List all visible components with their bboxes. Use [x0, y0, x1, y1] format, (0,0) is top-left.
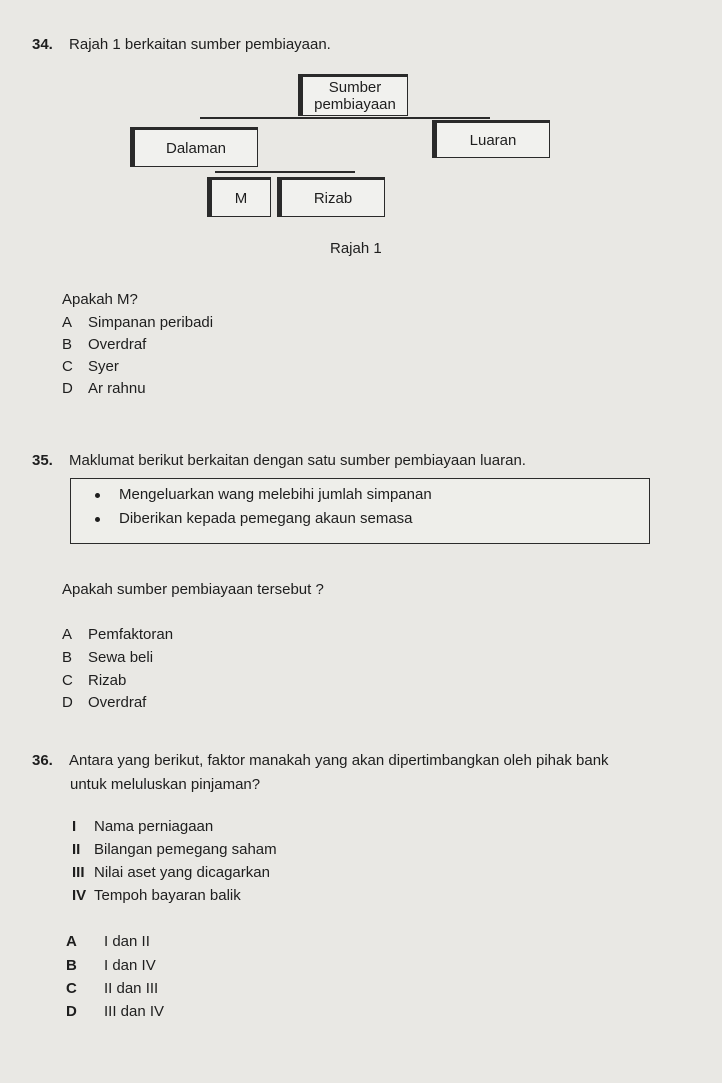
q35-header [32, 452, 526, 469]
statement-roman: II [72, 841, 81, 858]
bullet-icon [95, 517, 100, 522]
diagram-root-box [298, 74, 408, 116]
q35-number: 35. [32, 452, 53, 469]
q35-bullet-1: Mengeluarkan wang melebihi jumlah simpanan [119, 486, 432, 503]
q35-bullet-2: Diberikan kepada pemegang akaun semasa [119, 510, 413, 527]
option-text: III dan IV [104, 1003, 165, 1020]
q36-option-a[interactable] [66, 933, 150, 950]
option-letter: A [62, 626, 73, 643]
option-text: I dan IV [104, 957, 156, 974]
option-letter: D [62, 380, 73, 397]
q36-statement-iii [72, 864, 270, 881]
diagram-right-label: Luaran [469, 131, 517, 149]
option-letter: B [66, 957, 77, 974]
statement-roman: III [72, 864, 85, 881]
statement-text: Nama perniagaan [94, 818, 214, 835]
bullet-icon [95, 493, 100, 498]
q36-statement-ii [72, 841, 277, 858]
option-letter: A [62, 314, 73, 331]
option-letter: C [62, 672, 73, 689]
diagram-left-label: Dalaman [165, 139, 227, 157]
q34-option-d[interactable] [62, 380, 146, 397]
diagram-rizab-label: Rizab [313, 189, 353, 207]
option-text: Syer [88, 358, 119, 375]
diagram-root-line1: Sumber [328, 79, 382, 96]
q36-number: 36. [32, 752, 53, 769]
option-text: Rizab [88, 672, 127, 689]
diagram-left-box [130, 127, 258, 167]
diagram-connector-lower [215, 171, 355, 173]
option-letter: B [62, 649, 73, 666]
option-letter: D [62, 694, 73, 711]
q34-option-b[interactable] [62, 336, 146, 353]
q34-option-c[interactable] [62, 358, 119, 375]
option-text: Ar rahnu [88, 380, 146, 397]
diagram-right-box [432, 120, 550, 158]
option-letter: C [62, 358, 73, 375]
option-text: I dan II [104, 933, 150, 950]
diagram-connector-horizontal [200, 117, 490, 119]
statement-text: Bilangan pemegang saham [94, 841, 277, 858]
diagram-root-line2: pembiayaan [314, 96, 396, 113]
option-text: Sewa beli [88, 649, 154, 666]
q35-option-d[interactable] [62, 694, 146, 711]
q34-stem: Rajah 1 berkaitan sumber pembiayaan. [69, 36, 331, 53]
option-letter: D [66, 1003, 77, 1020]
diagram-rizab-box [277, 177, 385, 217]
q34-header [32, 36, 331, 53]
option-letter: C [66, 980, 77, 997]
q36-option-d[interactable] [66, 1003, 164, 1020]
option-letter: B [62, 336, 73, 353]
q35-option-a[interactable] [62, 626, 173, 643]
q36-stem-line1: Antara yang berikut, faktor manakah yang akan dipertimbangkan oleh pihak bank [69, 752, 609, 769]
q34-question: Apakah M? [62, 291, 138, 308]
diagram-m-label: M [234, 189, 248, 207]
q36-header [32, 749, 702, 773]
option-letter: A [66, 933, 77, 950]
q36-option-c[interactable] [66, 980, 158, 997]
diagram-m-box [207, 177, 271, 217]
q34-number: 34. [32, 36, 53, 53]
q36-option-b[interactable] [66, 957, 156, 974]
statement-roman: IV [72, 887, 87, 904]
statement-text: Nilai aset yang dicagarkan [94, 864, 270, 881]
q35-option-c[interactable] [62, 672, 126, 689]
q35-option-b[interactable] [62, 649, 153, 666]
q36-statement-i [72, 818, 213, 835]
q35-info-box [70, 478, 650, 544]
option-text: Pemfaktoran [88, 626, 174, 643]
option-text: Simpanan peribadi [88, 314, 214, 331]
statement-roman: I [72, 818, 77, 835]
diagram-caption: Rajah 1 [330, 240, 382, 257]
q36-stem-line2: untuk meluluskan pinjaman? [70, 776, 261, 793]
q35-stem: Maklumat berikut berkaitan dengan satu sumber pembiayaan luaran. [69, 452, 526, 469]
option-text: Overdraf [88, 694, 147, 711]
q36-statement-iv [72, 887, 241, 904]
option-text: II dan III [104, 980, 159, 997]
q34-option-a[interactable] [62, 314, 213, 331]
statement-text: Tempoh bayaran balik [94, 887, 241, 904]
q35-question: Apakah sumber pembiayaan tersebut ? [62, 581, 324, 598]
option-text: Overdraf [88, 336, 147, 353]
